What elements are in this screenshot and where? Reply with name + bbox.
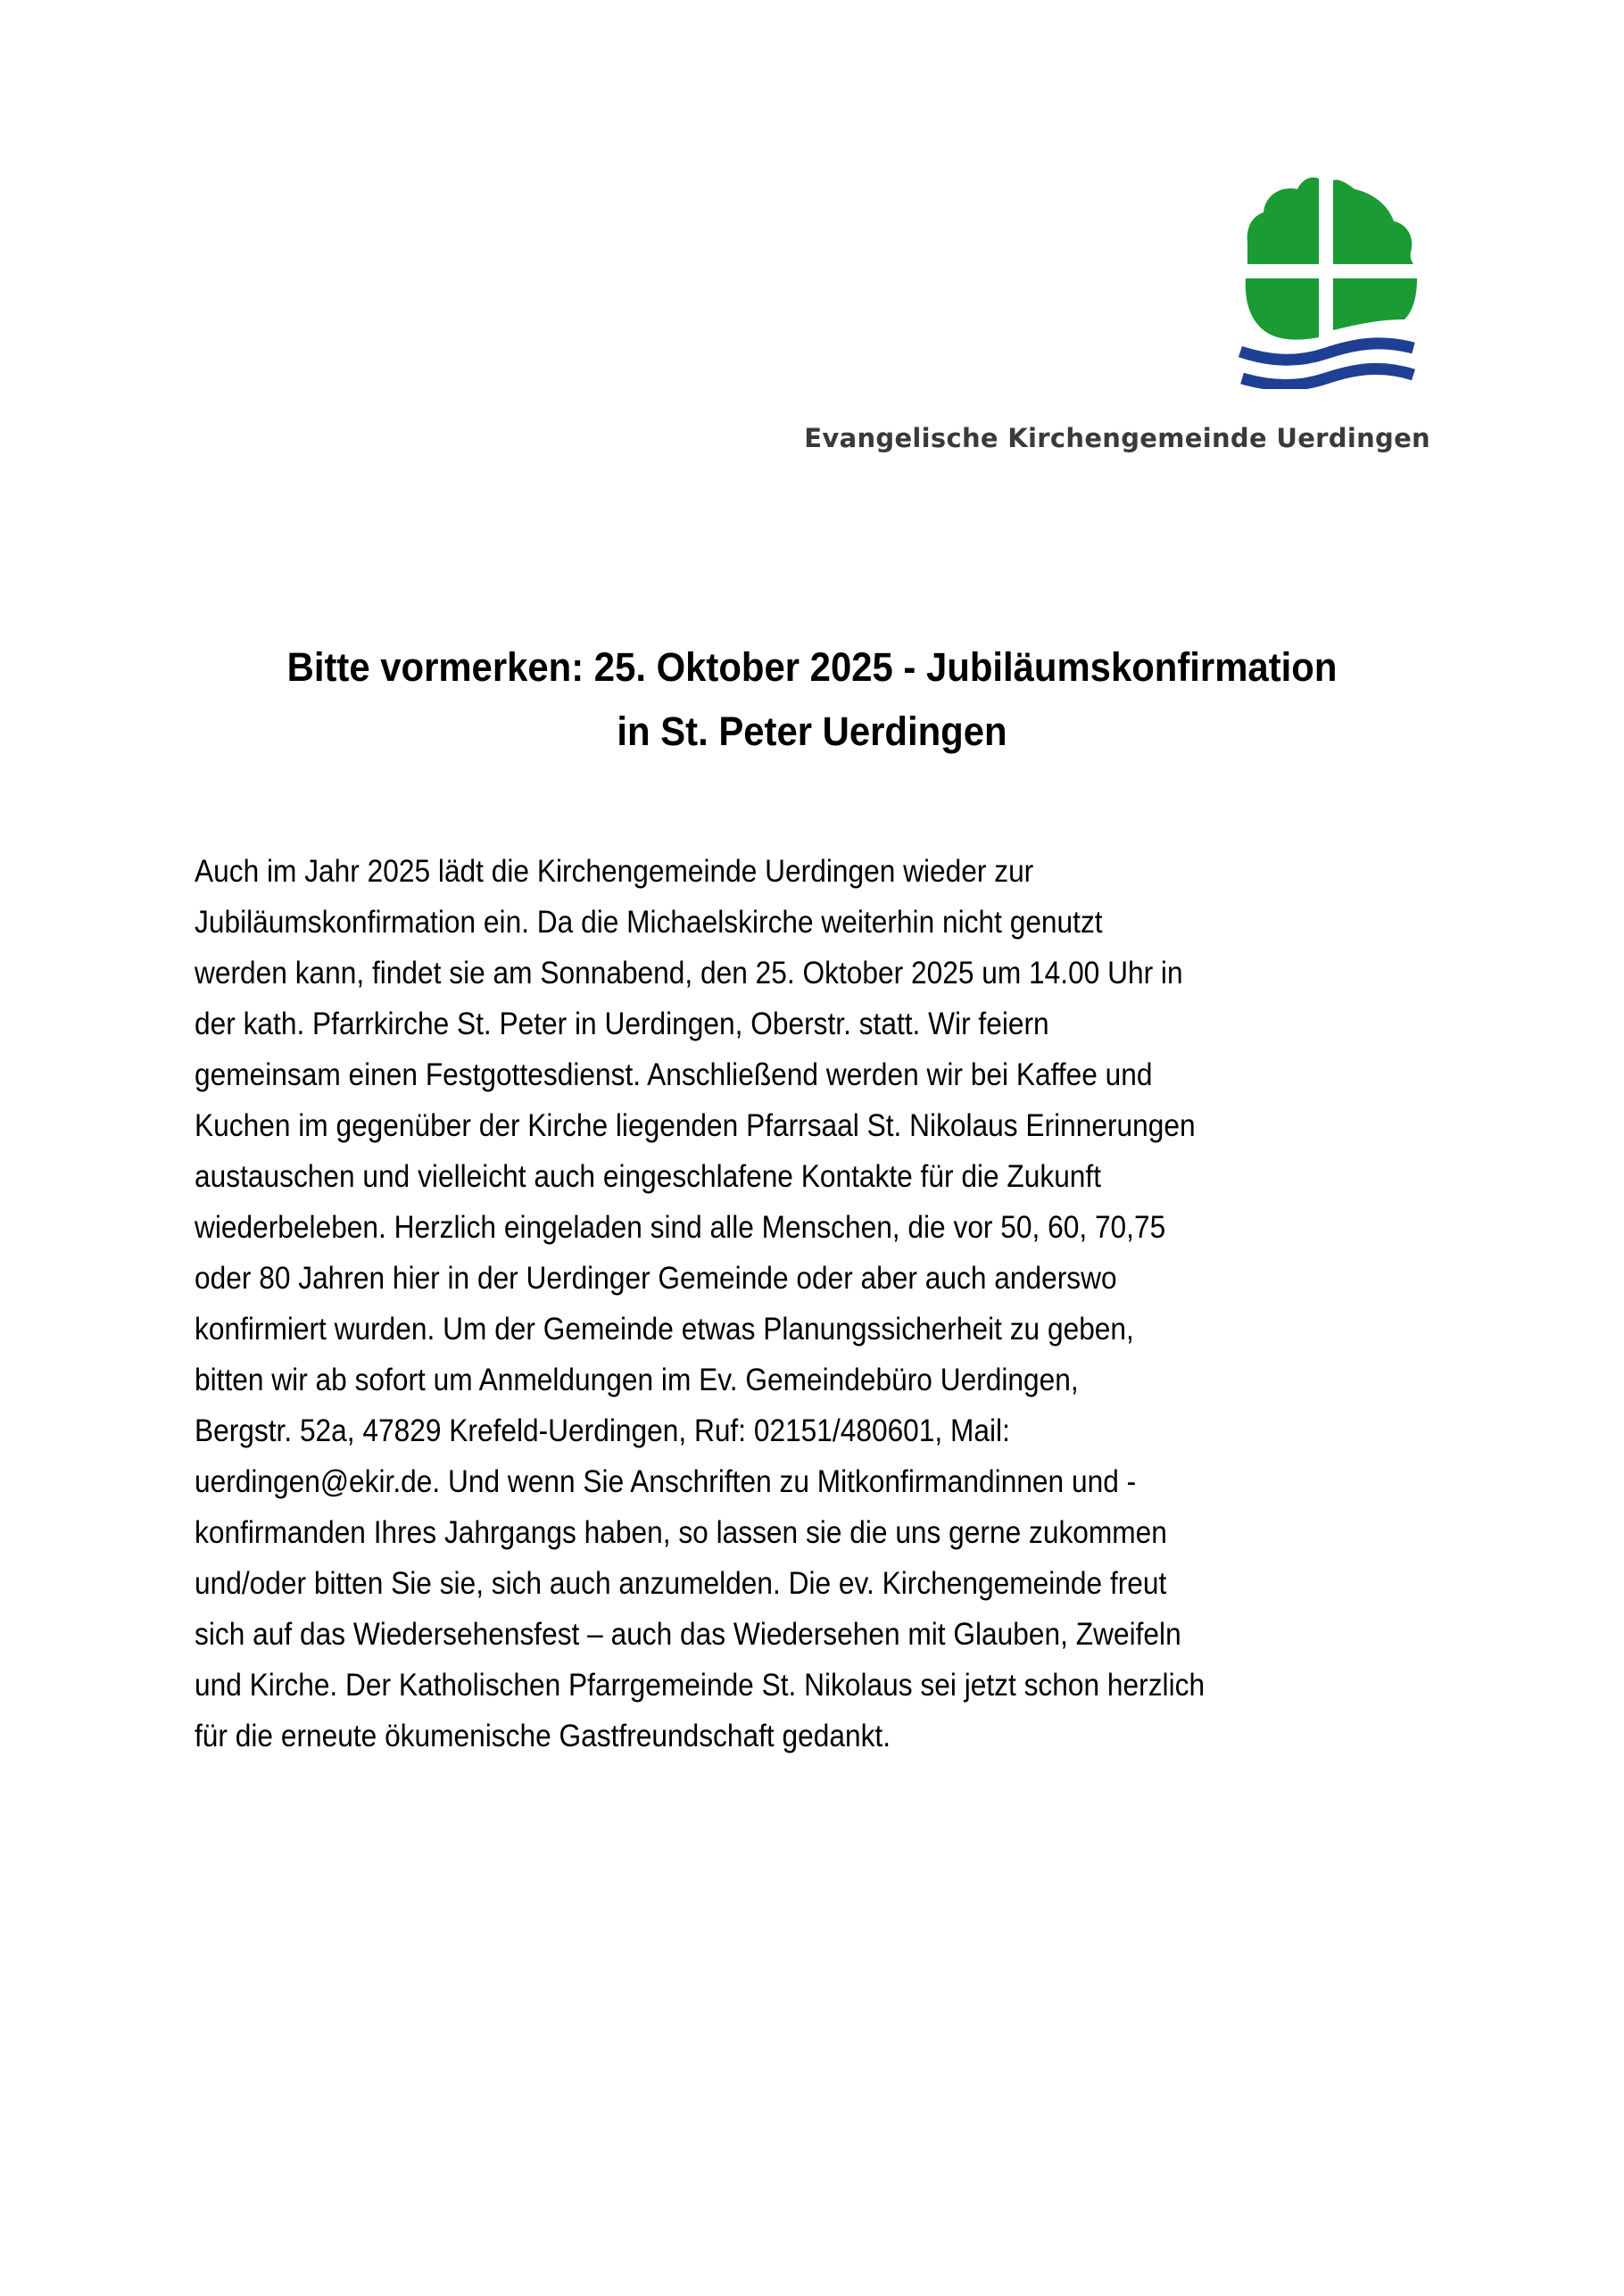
body-line: für die erneute ökumenische Gastfreundschaft gedankt. (195, 1719, 891, 1753)
title-line-1: Bitte vormerken: 25. Oktober 2025 - Jubiläumskonfirmation (286, 644, 1338, 690)
announcement-body (195, 846, 1462, 1761)
body-line: wiederbeleben. Herzlich eingeladen sind alle Menschen, die vor 50, 60, 70,75 (195, 1210, 1166, 1245)
logo-tree-icon (1246, 178, 1417, 340)
body-line: austauschen und vielleicht auch eingeschlafene Kontakte für die Zukunft (195, 1159, 1102, 1194)
body-line: oder 80 Jahren hier in der Uerdinger Gemeinde oder aber auch anderswo (195, 1261, 1117, 1296)
body-line: und Kirche. Der Katholischen Pfarrgemeinde St. Nikolaus sei jetzt schon herzlich (195, 1668, 1206, 1703)
logo-waves-icon (1240, 344, 1413, 385)
announcement-title (178, 635, 1446, 764)
body-line: konfirmiert wurden. Um der Gemeinde etwas Planungssicherheit zu geben, (195, 1312, 1134, 1347)
body-line: Auch im Jahr 2025 lädt die Kirchengemeinde Uerdingen wieder zur (195, 854, 1034, 889)
body-line: bitten wir ab sofort um Anmeldungen im Ev. Gemeindebüro Uerdingen, (195, 1363, 1079, 1397)
title-line-2: in St. Peter Uerdingen (617, 709, 1007, 754)
organization-name: Evangelische Kirchengemeinde Uerdingen (804, 423, 1430, 453)
body-line: der kath. Pfarrkirche St. Peter in Uerdingen, Oberstr. statt. Wir feiern (195, 1007, 1049, 1041)
body-line: Jubiläumskonfirmation ein. Da die Michaelskirche weiterhin nicht genutzt (195, 905, 1103, 940)
body-line: Kuchen im gegenüber der Kirche liegenden Pfarrsaal St. Nikolaus Erinnerungen (195, 1108, 1196, 1143)
church-logo-icon (1219, 162, 1433, 389)
body-line: konfirmanden Ihres Jahrgangs haben, so lassen sie die uns gerne zukommen (195, 1515, 1167, 1550)
email-line: uerdingen@ekir.de. Und wenn Sie Anschriften zu Mitkonfirmandinnen und - (195, 1464, 1137, 1499)
body-line: gemeinsam einen Festgottesdienst. Anschließend werden wir bei Kaffee und (195, 1057, 1153, 1092)
body-line: und/oder bitten Sie sie, sich auch anzumelden. Die ev. Kirchengemeinde freut (195, 1566, 1167, 1601)
body-line: Bergstr. 52a, 47829 Krefeld-Uerdingen, Ruf: 02151/480601, Mail: (195, 1413, 1010, 1448)
body-line: werden kann, findet sie am Sonnabend, den 25. Oktober 2025 um 14.00 Uhr in (195, 956, 1183, 991)
body-line: sich auf das Wiedersehensfest – auch das Wiedersehen mit Glauben, Zweifeln (195, 1617, 1181, 1652)
